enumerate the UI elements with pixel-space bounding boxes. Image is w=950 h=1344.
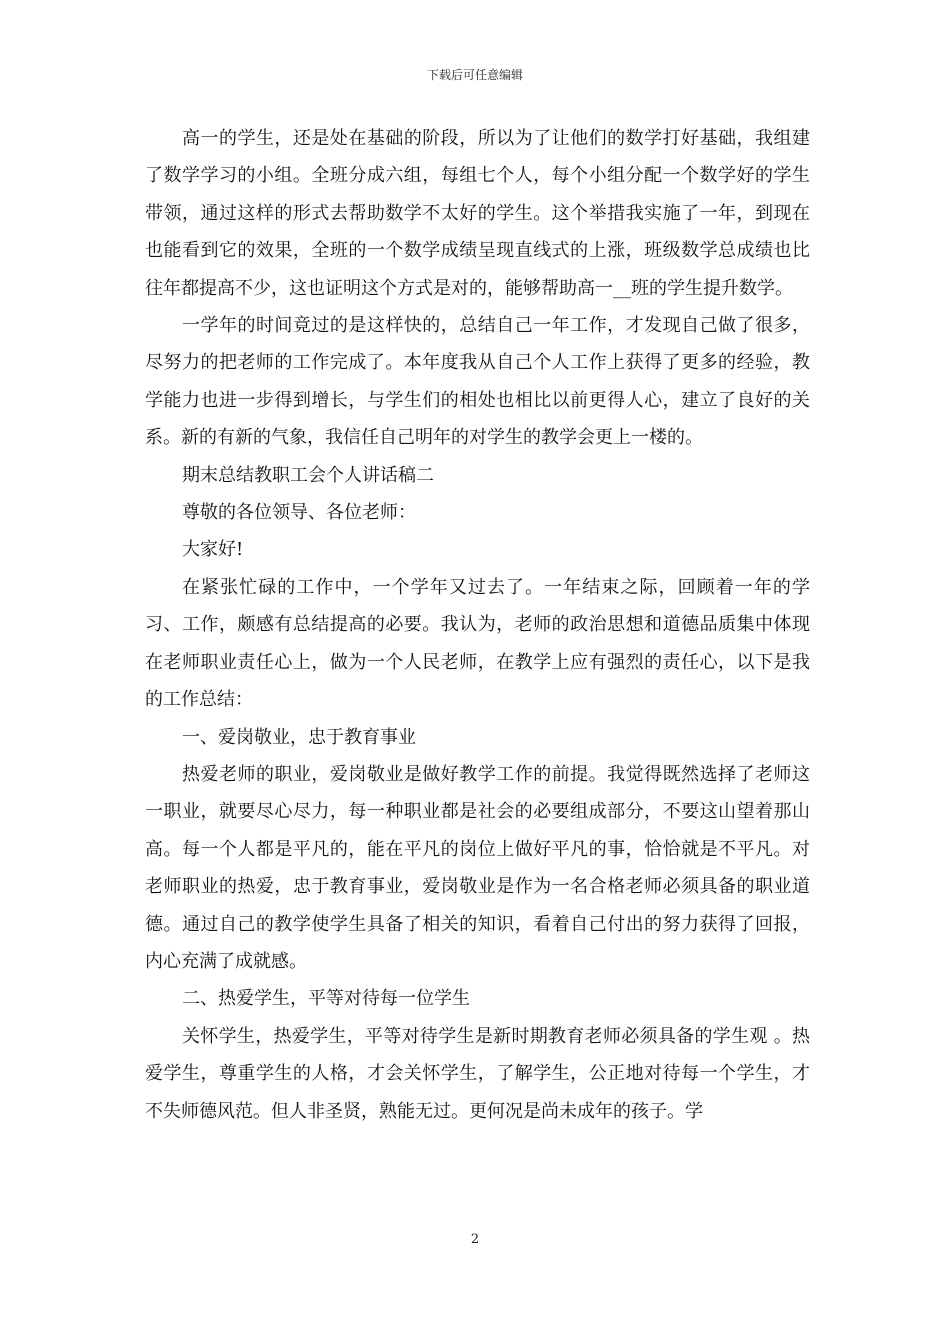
document-body — [145, 120, 810, 1130]
section-title: 期末总结教职工会个人讲话稿二 — [182, 464, 434, 486]
paragraph: 热爱老师的职业，爱岗敬业是做好教学工作的前提。我觉得既然选择了老师这一职业，就要尽心尽力，每一种职业都是社会的必要组成部分，不要这山望着那山高。每一个人都是平凡的，能在平凡的岗位上做好平凡的事，恰恰就是不平凡。对老师职业的热爱，忠于教育事业，爱岗敬业是作为一名合格老师必须具备的职业道德。通过自己的教学使学生具备了相关的知识，看着自己付出的努力获得了回报，内心充满了成就感。 — [145, 763, 810, 972]
salutation: 尊敬的各位领导、各位老师： — [182, 502, 416, 524]
paragraph: 在紧张忙碌的工作中，一个学年又过去了。一年结束之际，回顾着一年的学习、工作，颇感有总结提高的必要。我认为，老师的政治思想和道德品质集中体现在老师职业责任心上，做为一个人民老师，在教学上应有强烈的责任心，以下是我的工作总结： — [145, 576, 810, 711]
page-header: 下载后可任意编辑 — [426, 68, 523, 82]
greeting: 大家好! — [182, 539, 244, 561]
paragraph: 高一的学生，还是处在基础的阶段，所以为了让他们的数学打好基础，我组建了数学学习的小组。全班分成六组，每组七个人，每个小组分配一个数学好的学生带领，通过这样的形式去帮助数学不太好的学生。这个举措我实施了一年，到现在也能看到它的效果，全班的一个数学成绩呈现直线式的上涨，班级数学总成绩也比往年都提高不少，这也证明这个方式是对的，能够帮助高一__班的学生提升数学。 — [145, 128, 810, 299]
paragraph: 关怀学生，热爱学生，平等对待学生是新时期教育老师必须具备的学生观 。热爱学生，尊重学生的人格，才会关怀学生，了解学生，公正地对待每一个学生，才不失师德风范。但人非圣贤，熟能无过。更何况是尚未成年的孩子。学 — [145, 1025, 810, 1122]
section-heading: 一、爱岗敬业，忠于教育事业 — [182, 726, 416, 748]
page-number: 2 — [470, 1232, 480, 1247]
section-heading: 二、热爱学生，平等对待每一位学生 — [182, 988, 470, 1010]
paragraph: 一学年的时间竟过的是这样快的，总结自己一年工作，才发现自己做了很多，尽努力的把老师的工作完成了。本年度我从自己个人工作上获得了更多的经验，教学能力也进一步得到增长，与学生们的相处也相比以前更得人心，建立了良好的关系。新的有新的气象，我信任自己明年的对学生的教学会更上一楼的。 — [145, 315, 810, 449]
